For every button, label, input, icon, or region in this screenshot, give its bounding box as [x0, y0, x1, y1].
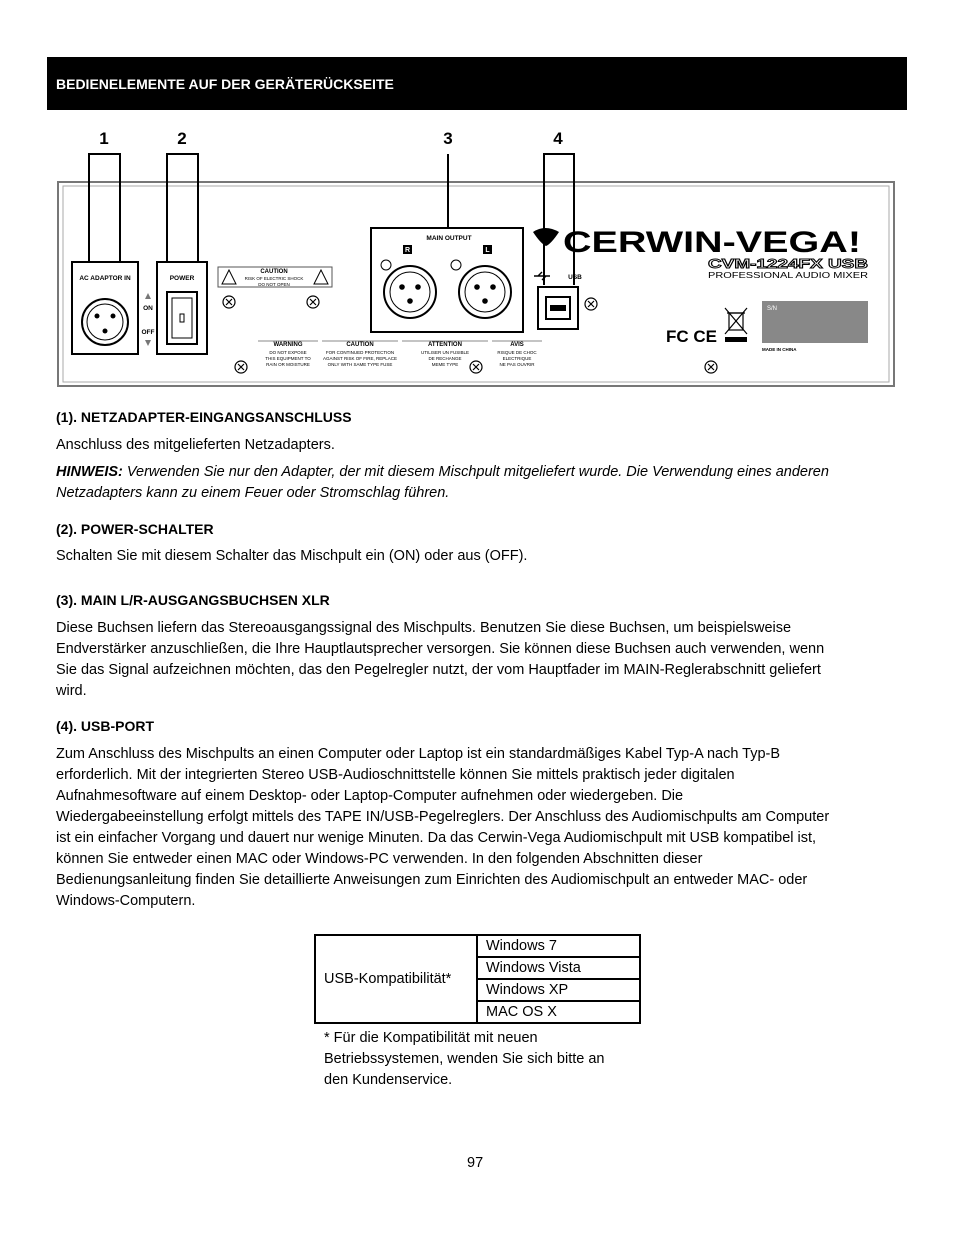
section-4-line: erforderlich. Mit der integrierten Stereo USB-Audioschnittstelle können Sie mittels praktisch jeder digitalen — [56, 767, 735, 783]
svg-text:WARNING: WARNING — [273, 342, 303, 348]
section-4-line: können Sie entweder einen MAC oder Windows-PC verwenden. In den folgenden Abschnitten dieser — [56, 851, 703, 867]
section-4-line: Bedienungsanleitung finden Sie detaillierte Anweisungen zum Einrichten des Audiomischpult an entweder MAC- oder — [56, 872, 808, 888]
page-number: 97 — [467, 1155, 484, 1171]
sn-label: S/N — [767, 306, 778, 312]
section-4-line: Windows-Computern. — [56, 893, 196, 909]
svg-text:CAUTION: CAUTION — [260, 269, 288, 275]
model-name: CVM-1224FX USB — [708, 256, 868, 271]
section-1-note: HINWEIS: Verwenden Sie nur den Adapter, der mit diesem Mischpult mitgeliefert wurde. Die Verwendung eines anderen — [56, 464, 829, 480]
svg-text:ELECTRIQUE: ELECTRIQUE — [502, 356, 532, 361]
svg-text:DE RECHANGE: DE RECHANGE — [428, 356, 462, 361]
svg-text:FOR CONTINUED PROTECTION: FOR CONTINUED PROTECTION — [325, 350, 395, 355]
callout-2: 2 — [177, 129, 187, 148]
model-subtitle: PROFESSIONAL AUDIO MIXER — [708, 271, 869, 280]
section-4-line: Zum Anschluss des Mischpults an einen Computer oder Laptop ist ein standardmäßiges Kabel Typ-A nach Typ-B — [56, 746, 781, 762]
section-4-line: Wiedergabeeinstellung erfolgt mittels des TAPE IN/USB-Pegelreglers. Der Anschluss des Audiomischpults am Computer — [56, 809, 830, 825]
l-label: L — [485, 247, 490, 254]
usb-compatibility-table — [314, 934, 641, 1024]
svg-text:CAUTION: CAUTION — [346, 342, 374, 348]
compat-os-cell: Windows 7 — [477, 935, 640, 957]
section-4-line: ist ein einfacher Vorgang und dauert nur wenige Minuten. Da das Cerwin-Vega Audiomischpult mit USB kompatibel ist, — [56, 830, 817, 846]
svg-text:ONLY WITH SAME TYPE FUSE: ONLY WITH SAME TYPE FUSE — [327, 362, 393, 367]
section-title: BEDIENELEMENTE AUF DER GERÄTERÜCKSEITE — [56, 76, 394, 92]
callout-4: 4 — [553, 129, 563, 148]
made-in-label: MADE IN CHINA — [762, 347, 797, 352]
svg-text:RISK OF ELECTRIC SHOCK: RISK OF ELECTRIC SHOCK — [244, 276, 304, 281]
section-2-body: Schalten Sie mit diesem Schalter das Mischpult ein (ON) oder aus (OFF). — [56, 548, 528, 564]
compat-label-cell: USB-Kompatibilität* — [315, 935, 477, 1023]
section-1-body: Anschluss des mitgelieferten Netzadapters. — [56, 437, 335, 453]
svg-text:AVIS: AVIS — [510, 342, 524, 348]
compat-os-cell: MAC OS X — [477, 1001, 640, 1023]
svg-text:RISQUE DE CHOC: RISQUE DE CHOC — [497, 350, 537, 355]
svg-text:AGAINST RISK OF FIRE, REPLACE: AGAINST RISK OF FIRE, REPLACE — [323, 356, 397, 361]
svg-text:RAIN OR MOISTURE: RAIN OR MOISTURE — [266, 362, 310, 367]
brand-name: CERWIN-VEGA! — [563, 226, 861, 259]
note-label: HINWEIS: — [56, 464, 123, 480]
certification-marks: FC CE — [666, 327, 717, 346]
section-3-line: wird. — [56, 683, 87, 699]
section-2-heading: (2). POWER-SCHALTER — [56, 521, 214, 537]
on-label: ON — [143, 305, 153, 312]
svg-text:MEME TYPE: MEME TYPE — [431, 362, 459, 367]
svg-text:NE PAS OUVRIR: NE PAS OUVRIR — [499, 362, 535, 367]
section-1-heading: (1). NETZADAPTER-EINGANGSANSCHLUSS — [56, 409, 352, 425]
svg-text:ATTENTION: ATTENTION — [428, 342, 462, 348]
compat-os-cell: Windows Vista — [477, 957, 640, 979]
svg-text:THIS EQUIPMENT TO: THIS EQUIPMENT TO — [265, 356, 311, 361]
power-label: POWER — [169, 275, 195, 282]
svg-text:DO NOT OPEN: DO NOT OPEN — [258, 282, 290, 287]
off-label: OFF — [141, 329, 155, 336]
r-label: R — [404, 247, 411, 254]
usb-label: USB — [568, 274, 582, 281]
section-3-line: Endverstärker anzuschließen, die Ihre Hauptlautsprecher versorgen. Sie können diese Buchsen auch verwenden, wenn — [56, 641, 825, 657]
serial-plate — [762, 301, 868, 343]
section-3-heading: (3). MAIN L/R-AUSGANGSBUCHSEN XLR — [56, 592, 330, 608]
section-1-note-line2: Netzadapters kann zu einem Feuer oder Stromschlag führen. — [56, 485, 450, 501]
svg-text:DO NOT EXPOSE: DO NOT EXPOSE — [269, 350, 307, 355]
compat-footnote: * Für die Kompatibilität mit neuen Betriebssystemen, wenden Sie sich bitte an den Kundenservice. — [324, 1030, 605, 1088]
callout-1: 1 — [99, 129, 109, 148]
ac-adaptor-label: AC ADAPTOR IN — [79, 275, 131, 282]
section-4-heading: (4). USB-PORT — [56, 718, 154, 734]
section-3-line: Sie das Signal aufzeichnen möchten, das den Pegelregler nutzt, der vom Hauptfader im MAIN-Reglerabschnitt geliefert — [56, 662, 821, 678]
main-output-label: MAIN OUTPUT — [426, 235, 472, 242]
rear-panel-diagram — [0, 0, 954, 400]
section-3-line: Diese Buchsen liefern das Stereoausgangssignal des Mischpults. Benutzen Sie diese Buchsen, um beispielsweise — [56, 620, 792, 636]
section-4-line: Aufnahmesoftware auf einem Desktop- oder Laptop-Computer aufnehmen oder wiedergeben. Die — [56, 788, 684, 804]
callout-3: 3 — [443, 129, 453, 148]
compat-os-cell: Windows XP — [477, 979, 640, 1001]
svg-text:UTILISER UN FUSIBLE: UTILISER UN FUSIBLE — [420, 350, 470, 355]
